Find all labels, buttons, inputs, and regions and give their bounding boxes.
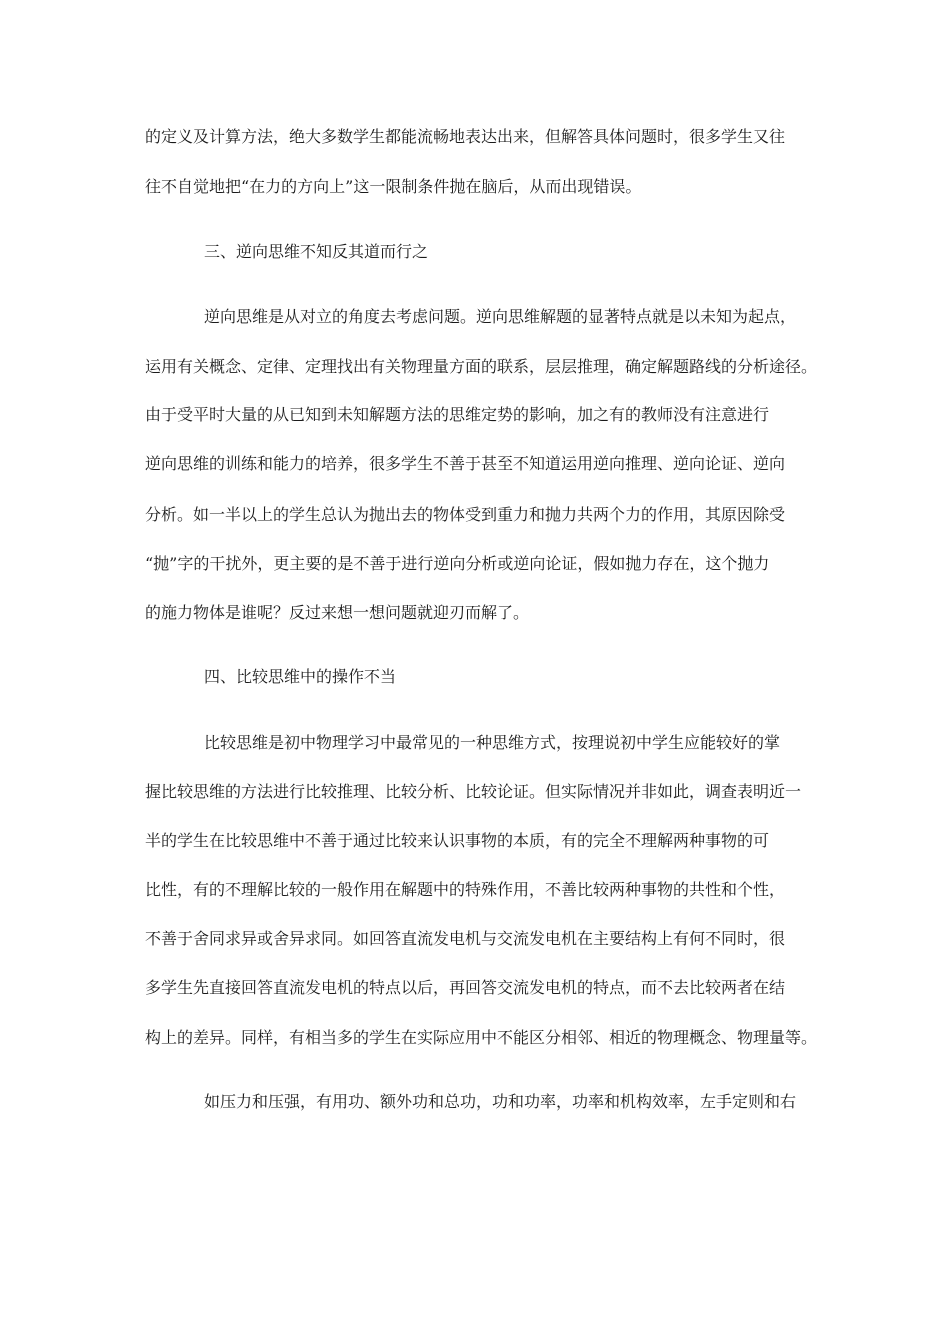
text-line: 构上的差异。同样，有相当多的学生在实际应用中不能区分相邻、相近的物理概念、物理量等。 (145, 1028, 818, 1047)
section-heading: 三、逆向思维不知反其道而行之 (204, 242, 429, 261)
text-line: 由于受平时大量的从已知到未知解题方法的思维定势的影响，加之有的教师没有注意进行 (145, 405, 770, 424)
text-line: 运用有关概念、定律、定理找出有关物理量方面的联系，层层推理，确定解题路线的分析途径。 (145, 357, 818, 376)
text-line: 分析。如一半以上的学生总认为抛出去的物体受到重力和抛力共两个力的作用，其原因除受 (145, 505, 786, 524)
text-line: 握比较思维的方法进行比较推理、比较分析、比较论证。但实际情况并非如此，调查表明近一 (145, 782, 802, 801)
text-line: 逆向思维的训练和能力的培养，很多学生不善于甚至不知道运用逆向推理、逆向论证、逆向 (145, 454, 786, 473)
paragraph-first-line: 比较思维是初中物理学习中最常见的一种思维方式，按理说初中学生应能较好的掌 (204, 733, 781, 752)
section-heading: 四、比较思维中的操作不当 (204, 667, 397, 686)
paragraph-first-line: 逆向思维是从对立的角度去考虑问题。逆向思维解题的显著特点就是以未知为起点， (204, 307, 797, 326)
text-line: “抛”字的干扰外，更主要的是不善于进行逆向分析或逆向论证，假如抛力存在，这个抛力 (145, 554, 770, 573)
text-line: 多学生先直接回答直流发电机的特点以后，再回答交流发电机的特点，而不去比较两者在结 (145, 978, 786, 997)
text-line: 的施力物体是谁呢？反过来想一想问题就迎刃而解了。 (145, 603, 530, 622)
paragraph-first-line: 如压力和压强，有用功、额外功和总功，功和功率，功率和机构效率，左手定则和右 (204, 1092, 797, 1111)
text-line: 比性，有的不理解比较的一般作用在解题中的特殊作用，不善比较两种事物的共性和个性， (145, 880, 786, 899)
text-line: 往不自觉地把“在力的方向上”这一限制条件抛在脑后，从而出现错误。 (145, 177, 642, 196)
text-line: 不善于舍同求异或舍异求同。如回答直流发电机与交流发电机在主要结构上有何不同时，很 (145, 929, 786, 948)
text-line: 半的学生在比较思维中不善于通过比较来认识事物的本质，有的完全不理解两种事物的可 (145, 831, 770, 850)
text-line: 的定义及计算方法，绝大多数学生都能流畅地表达出来，但解答具体问题时，很多学生又往 (145, 127, 786, 146)
